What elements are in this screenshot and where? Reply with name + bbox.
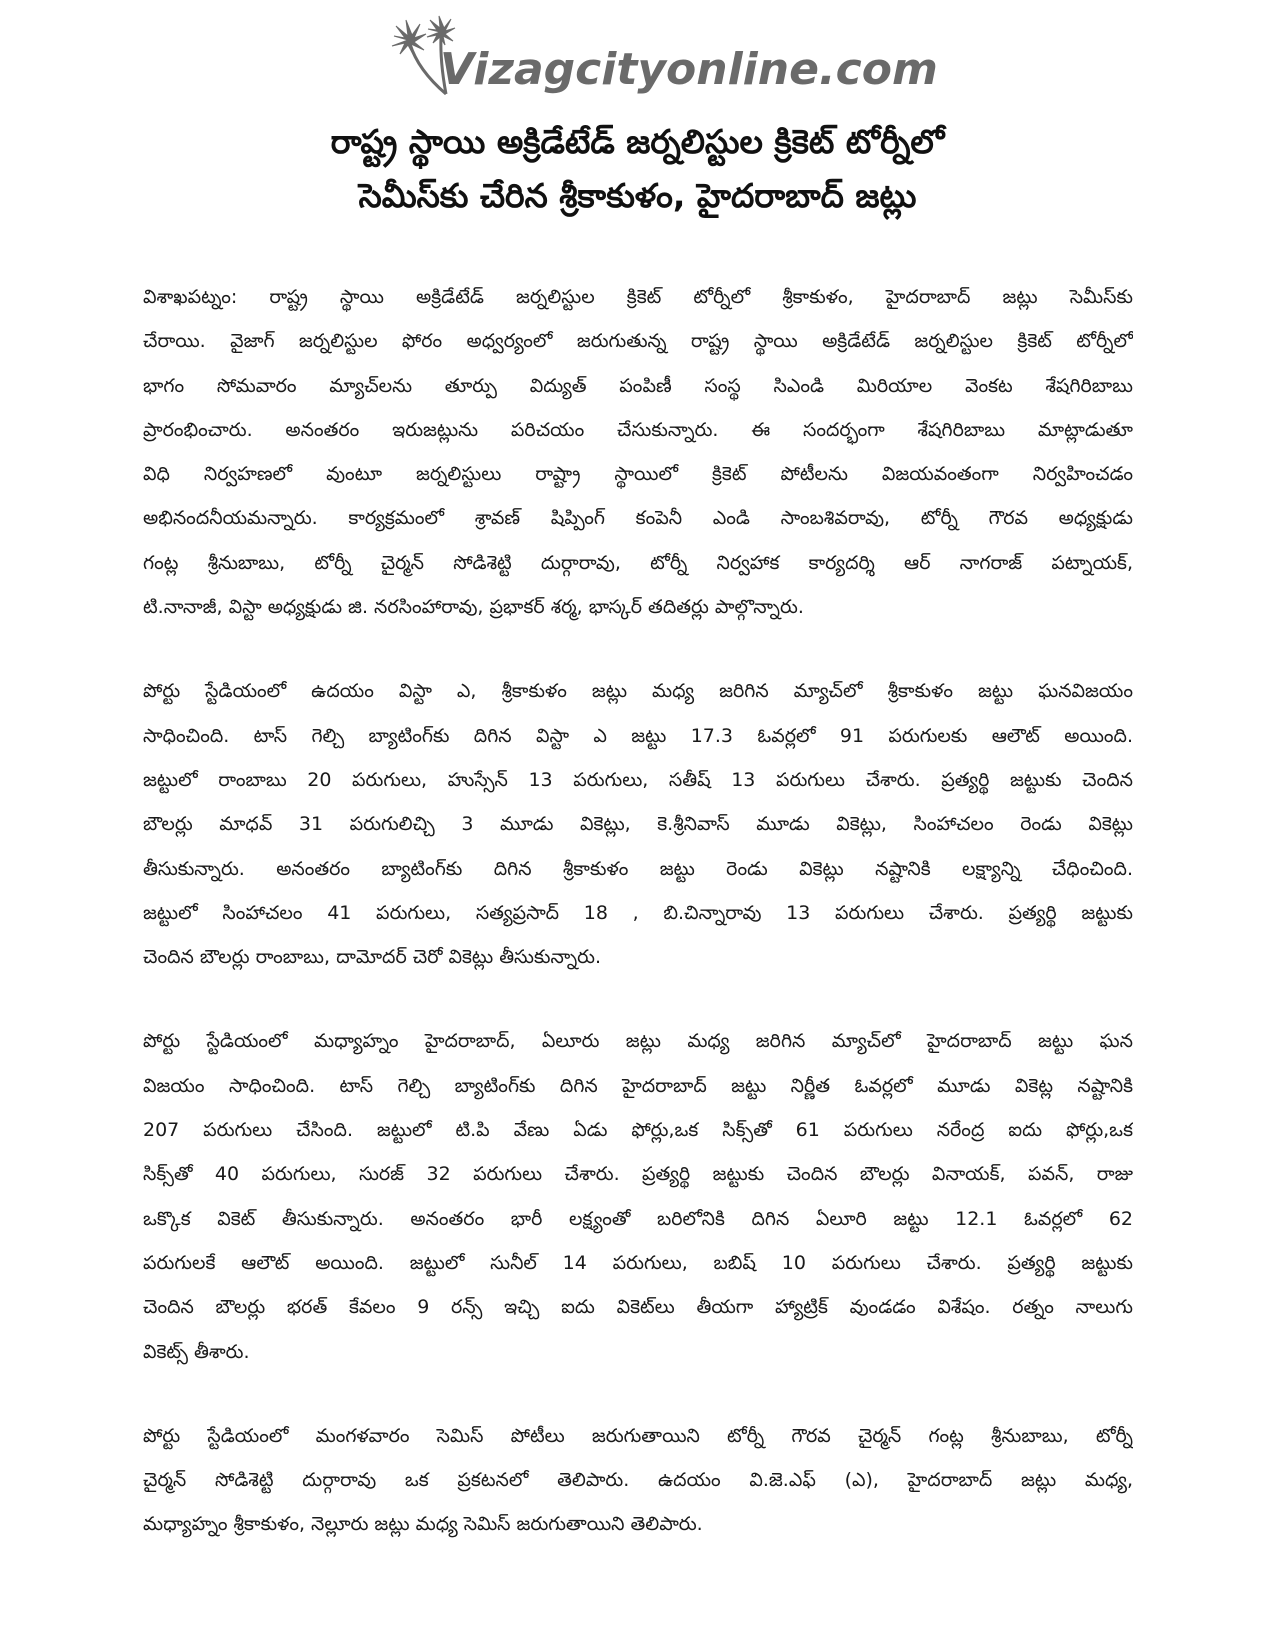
text-line: విశాఖపట్నం: రాష్ట్ర స్థాయి అక్రిడేటేడ్ జర్నలిస్టుల క్రికెట్ టోర్నీలో శ్రీకాకుళం, హైదరాబాద్ జట్లు సెమీస్‌కు	[143, 286, 1133, 308]
text-line: పోర్టు స్టేడియంలో ఉదయం విస్టా ఎ, శ్రీకాకుళం జట్లు మధ్య జరిగిన మ్యాచ్‌లో శ్రీకాకుళం జట్టు ఘనవిజయం	[143, 680, 1133, 703]
text-line: గంట్ల శ్రీనుబాబు, టోర్నీ చైర్మన్ సోడిశెట్టి దుర్గారావు, టోర్నీ నిర్వహాక కార్యదర్శి ఆర్ నాగరాజ్ పట్నాయక్,	[143, 551, 1133, 574]
text-line: తీసుకున్నారు. అనంతరం బ్యాటింగ్‌కు దిగిన శ్రీకాకుళం జట్టు రెండు వికెట్లు నష్టానికి లక్ష్యాన్ని చేధించింది.	[143, 857, 1133, 880]
text-line: జట్టులో రాంబాబు 20 పరుగులు, హుస్సేన్ 13 పరుగులు, సతీష్ 13 పరుగులు చేశారు. ప్రత్యర్థి జట్టుకు చెందిన	[143, 768, 1133, 791]
text-line: చేరాయి. వైజాగ్ జర్నలిస్టుల ఫోరం అధ్వర్యంలో జరుగుతున్న రాష్ట్ర స్థాయి అక్రిడేటేడ్ జర్నలిస్టుల క్రికెట్ టోర్నీలో	[143, 330, 1133, 353]
site-logo-text: Vizagcityonline.com	[440, 44, 938, 95]
text-line: చెందిన బౌలర్లు రాంబాబు, దామోదర్ చెరో వికెట్లు తీసుకున్నారు.	[143, 946, 602, 969]
text-line: పోర్టు స్టేడియంలో మంగళవారం సెమిస్ పోటీలు జరుగుతాయిని టోర్నీ గౌరవ చైర్మన్ గంట్ల శ్రీనుబాబు, టోర్నీ	[143, 1424, 1133, 1447]
text-line: పోర్టు స్టేడియంలో మధ్యాహ్నం హైదరాబాద్, ఏలూరు జట్లు మధ్య జరిగిన మ్యాచ్‌లో హైదరాబాద్ జట్టు ఘన	[143, 1030, 1133, 1053]
text-line: బౌలర్లు మాధవ్ 31 పరుగులిచ్చి 3 మూడు వికెట్లు, కె.శ్రీనివాస్ మూడు వికెట్లు, సింహాచలం రెండు వికెట్లు	[143, 813, 1133, 836]
text-line: సిక్స్‌తో 40 పరుగులు, సురజ్ 32 పరుగులు చేశారు. ప్రత్యర్థి జట్టుకు చెందిన బౌలర్లు వినాయక్, పవన్, రాజు	[143, 1163, 1133, 1186]
text-line: పరుగులకే ఆలౌట్ అయింది. జట్టులో సునీల్ 14 పరుగులు, బబిష్ 10 పరుగులు చేశారు. ప్రత్యర్థి జట్టుకు	[143, 1251, 1133, 1274]
text-line: అభినందనీయమన్నారు. కార్యక్రమంలో శ్రావణ్ షిప్పింగ్ కంపెనీ ఎండి సాంబశివరావు, టోర్నీ గౌరవ అధ్యక్షుడు	[143, 507, 1133, 530]
text-line: జట్టులో సింహాచలం 41 పరుగులు, సత్యప్రసాద్ 18 , బి.చిన్నారావు 13 పరుగులు చేశారు. ప్రత్యర్థి జట్టుకు	[143, 901, 1133, 924]
text-line: టి.నానాజీ, విస్టా అధ్యక్షుడు జి. నరసింహారావు, ప్రభాకర్ శర్మ, భాస్కర్ తదితర్లు పాల్గొన్నారు.	[143, 596, 804, 619]
paragraph-3	[143, 1019, 1133, 1373]
paragraph-2	[143, 669, 1133, 979]
site-logo	[380, 14, 938, 104]
text-line: భాగం సోమవారం మ్యాచ్‌లను తూర్పు విద్యుత్ పంపిణీ సంస్థ సిఎండి మిరియాల వెంకట శేషగిరిబాబు	[143, 374, 1133, 397]
text-line: విధి నిర్వహణలో వుంటూ జర్నలిస్టులు రాష్ట్రా స్థాయిలో క్రికెట్ పోటీలను విజయవంతంగా నిర్వహించడం	[143, 463, 1133, 486]
article-body	[143, 275, 1133, 1587]
text-line: సాధించింది. టాస్ గెల్చి బ్యాటింగ్‌కు దిగిన విస్టా ఎ జట్టు 17.3 ఓవర్లలో 91 పరుగులకు ఆలౌట్ అయింది.	[143, 724, 1133, 747]
headline-line-2: సెమీస్‌కు చేరిన శ్రీకాకుళం, హైదరాబాద్ జట్లు	[358, 176, 917, 215]
headline-line-1: రాష్ట్ర స్థాయి అక్రిడేటేడ్ జర్నలిస్టుల క్రికెట్ టోర్నీలో	[330, 122, 945, 161]
text-line: ప్రారంభించారు. అనంతరం ఇరుజట్లును పరిచయం చేసుకున్నారు. ఈ సందర్భంగా శేషగిరిబాబు మాట్లాడుతూ	[143, 418, 1133, 441]
text-line: విజయం సాధించింది. టాస్ గెల్చి బ్యాటింగ్‌కు దిగిన హైదరాబాద్ జట్టు నిర్ణీత ఓవర్లలో మూడు వికెట్ల నష్టానికి	[143, 1074, 1133, 1097]
paragraph-4	[143, 1414, 1133, 1547]
paragraph-1	[143, 275, 1133, 629]
text-line: మధ్యాహ్నం శ్రీకాకుళం, నెల్లూరు జట్లు మధ్య సెమిస్ జరుగుతాయిని తెలిపారు.	[143, 1513, 703, 1536]
text-line: చెందిన బౌలర్లు భరత్ కేవలం 9 రన్స్ ఇచ్చి ఐదు వికెట్‌లు తీయగా హ్యాట్రిక్ వుండడం విశేషం. రత్నం నాలుగు	[143, 1296, 1133, 1319]
text-line: వికెట్స్ తీశారు.	[143, 1340, 250, 1363]
text-line: ఒక్కొక వికెట్ తీసుకున్నారు. అనంతరం భారీ లక్ష్యంతో బరిలోనికి దిగిన ఏలూరి జట్టు 12.1 ఓవర్లలో 62	[143, 1207, 1133, 1230]
text-line: చైర్మన్ సోడిశెట్టి దుర్గారావు ఒక ప్రకటనలో తెలిపారు. ఉదయం వి.జె.ఎఫ్ (ఎ), హైదరాబాద్ జట్లు మధ్య,	[143, 1469, 1133, 1492]
text-line: 207 పరుగులు చేసింది. జట్టులో టి.పి వేణు ఏడు ఫోర్లు,ఒక సిక్స్‌తో 61 పరుగులు నరేంద్ర ఐదు ఫోర్లు,ఒక	[143, 1119, 1133, 1142]
